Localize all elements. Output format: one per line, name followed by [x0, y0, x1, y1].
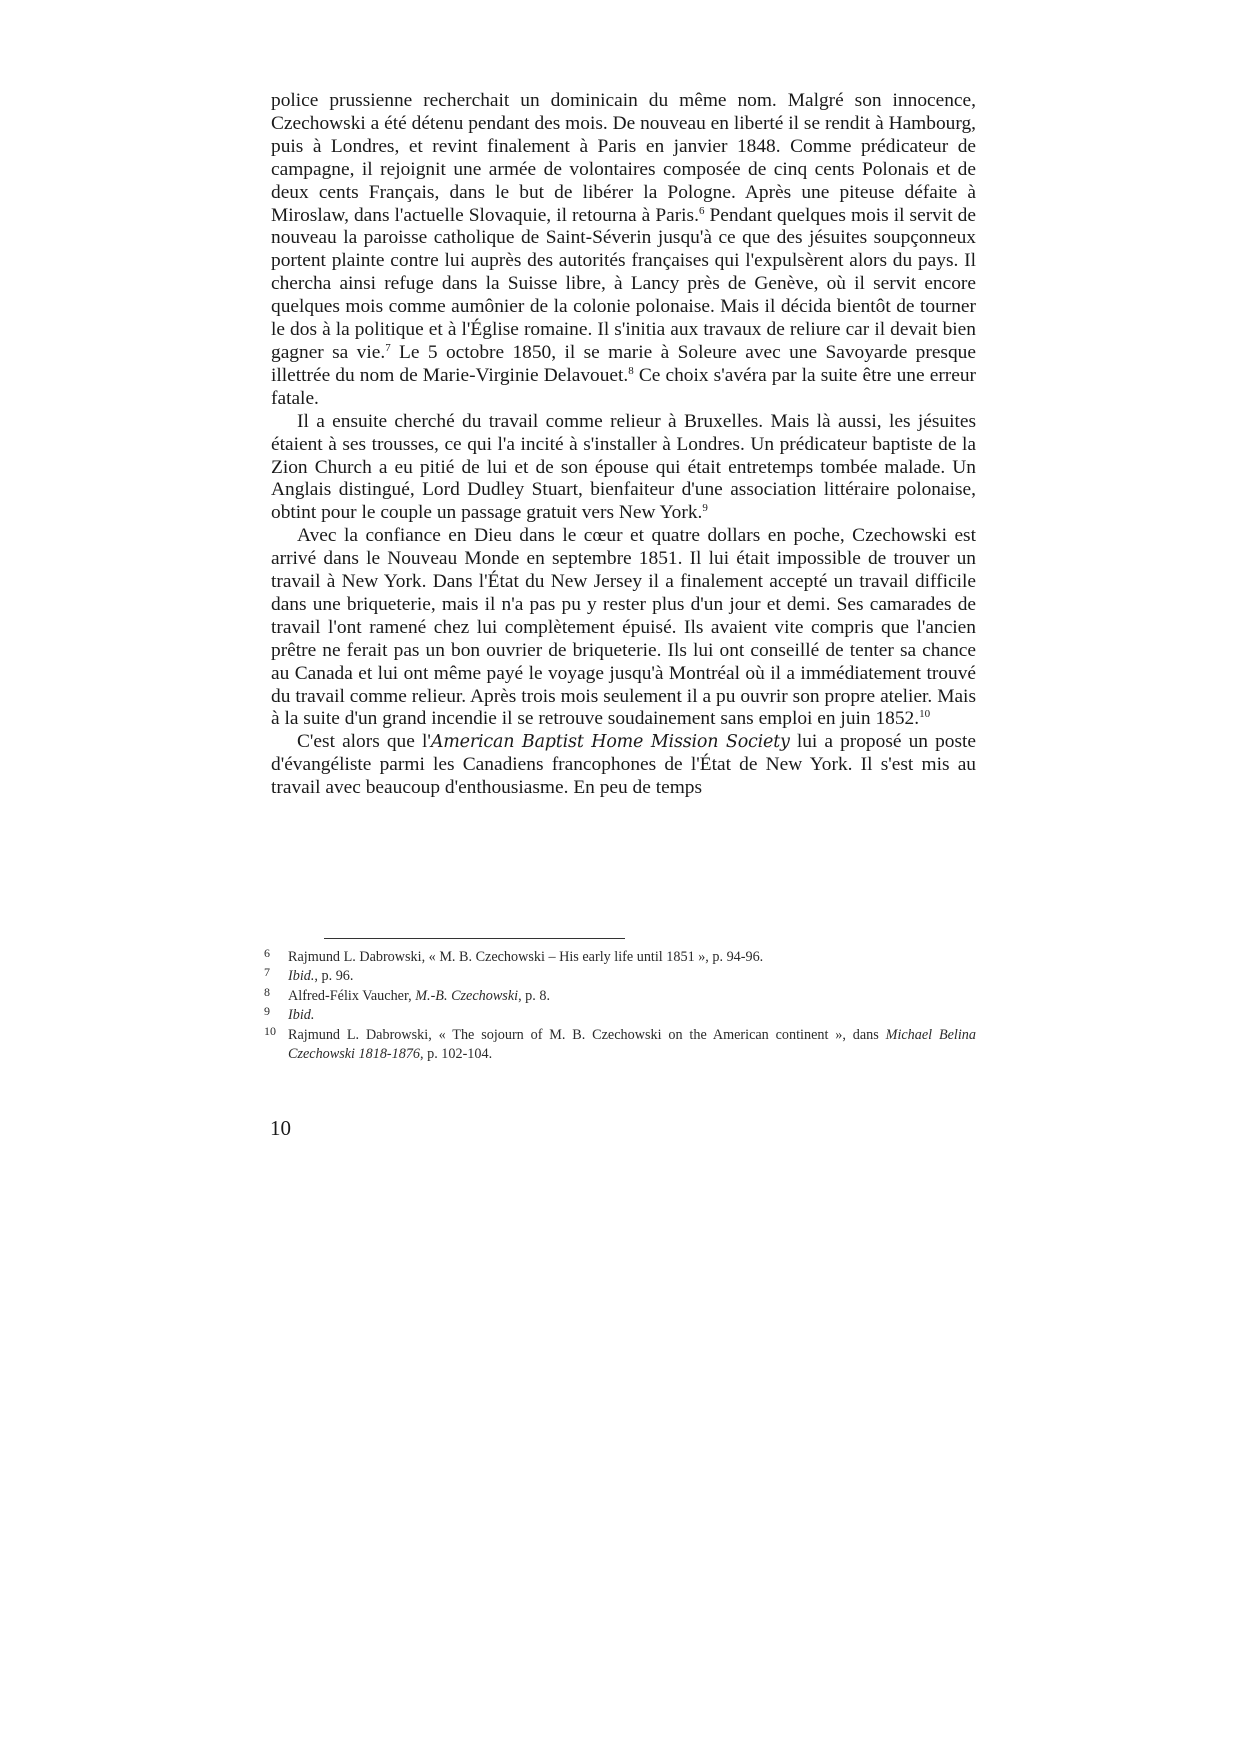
paragraph-text: Il a ensuite cherché du travail comme relieur à Bruxelles. Mais là aussi, les jésuites étaient à ses trousses, ce qui l'a incité à s'installer à Londres. Un prédicateur baptiste de la Zion Church a eu pitié de lui et de son épouse qui était entretemps tombée malade. Un Anglais distingué, Lord Dudley Stuart, bienfaiteur d'une association littéraire polonaise, obtint pour le couple un passage gratuit vers New York.: [271, 410, 976, 524]
footnote-separator: [324, 938, 625, 939]
footnote-text: Rajmund L. Dabrowski, « M. B. Czechowski – His early life until 1851 », p. 94-96.: [288, 949, 764, 965]
footnote-ref-10: 10: [919, 708, 931, 721]
footnote-number: 7: [264, 965, 270, 980]
footnote-text: , p. 102-104.: [420, 1046, 493, 1063]
footnote-number: 8: [264, 984, 270, 999]
footnote-6: [264, 948, 976, 967]
footnote-10: [264, 1023, 976, 1065]
paragraph-1: [271, 90, 976, 411]
footnote-7: [264, 967, 976, 986]
footnote-text: Rajmund L. Dabrowski, « The sojourn of M. B. Czechowski on the American continent », dans: [288, 1026, 886, 1043]
footnote-text: Ibid.: [288, 968, 315, 985]
paragraph-text: Avec la confiance en Dieu dans le cœur et quatre dollars en poche, Czechowski est arrivé dans le Nouveau Monde en septembre 1851. Il lui était impossible de trouver un travail à New York. Dans l'État du New Jersey il a finalement accepté un travail difficile dans une briqueterie, mais il n'a pas pu y rester plus d'un jour et demi. Ses camarades de travail l'ont ramené chez lui complètement épuisé. Ils avaient vite compris que l'ancien prêtre ne ferait pas un bon ouvrier de briqueterie. Ils lui ont conseillé de tenter sa chance au Canada et lui ont même payé le voyage jusqu'à Montréal où il a immédiatement trouvé du travail comme relieur. Après trois mois seulement il a pu ouvrir son propre atelier. Mais à la suite d'un grand incendie il se retrouve soudainement sans emploi en juin 1852.: [271, 525, 976, 730]
paragraph-text: Pendant quelques mois il servit de nouveau la paroisse catholique de Saint-Séverin jusqu'à ce que des jésuites soupçonneux portent plainte contre lui auprès des autorités françaises qui l'expulsèrent alors du pays. Il chercha ainsi refuge dans la Suisse libre, à Lancy près de Genève, où il servit encore quelques mois comme aumônier de la colonie polonaise. Mais il décida bientôt de tourner le dos à la politique et à l'Église romaine. Il s'initia aux travaux de reliure car il devait bien gagner sa vie.: [271, 204, 976, 363]
footnote-number: 6: [264, 946, 270, 960]
paragraph-text: lui a proposé un poste d'évangéliste parmi les Canadiens francophones de l'État de New York. Il s'est mis au travail avec beaucoup d'enthousiasme. En peu de temps: [271, 731, 976, 799]
paragraph-3: [271, 525, 976, 731]
paragraph-text: Ce choix s'avéra par la suite être une erreur fatale.: [271, 364, 976, 409]
paragraph-2: [271, 411, 976, 526]
footnote-9: [264, 1006, 976, 1025]
footnote-number: 10: [264, 1023, 276, 1038]
footnote-text: Alfred-Félix Vaucher,: [288, 987, 416, 1004]
body-text: [271, 90, 976, 800]
paragraph-text: C'est alors que l': [297, 731, 431, 753]
footnote-number: 9: [264, 1004, 270, 1019]
footnote-text: , p. 96.: [314, 968, 354, 985]
paragraph-text: police prussienne recherchait un dominicain du même nom. Malgré son innocence, Czechowski a été détenu pendant des mois. De nouveau en liberté il se rendit à Hambourg, puis à Londres, et revint finalement à Paris en janvier 1848. Comme prédicateur de campagne, il rejoignit une armée de volontaires composée de cinq cents Polonais et de deux cents Français, dans le but de libérer la Pologne. Après une piteuse défaite à Miroslaw, dans l'actuelle Slovaquie, il retourna à Paris.: [271, 90, 976, 226]
footnote-ref-6: 6: [698, 204, 705, 217]
footnote-8: [264, 984, 976, 1006]
organization-title: American Baptist Home Mission Society: [430, 732, 790, 753]
footnotes: [264, 948, 976, 1064]
footnote-ref-9: 9: [702, 502, 708, 515]
footnote-text: Michael Belina Czechowski 1818-1876: [288, 1026, 976, 1063]
footnote-text: Ibid.: [288, 1007, 315, 1024]
paragraph-text: Le 5 octobre 1850, il se marie à Soleure avec une Savoyarde presque illettrée du nom de Marie-Virginie Delavouet.: [271, 341, 976, 386]
page-number: 10: [270, 1116, 291, 1140]
footnote-ref-7: 7: [385, 341, 391, 354]
footnote-text: M.-B. Czechowski: [415, 987, 519, 1004]
footnote-text: , p. 8.: [518, 987, 550, 1004]
paragraph-4: [271, 731, 976, 800]
footnote-ref-8: 8: [628, 364, 634, 377]
